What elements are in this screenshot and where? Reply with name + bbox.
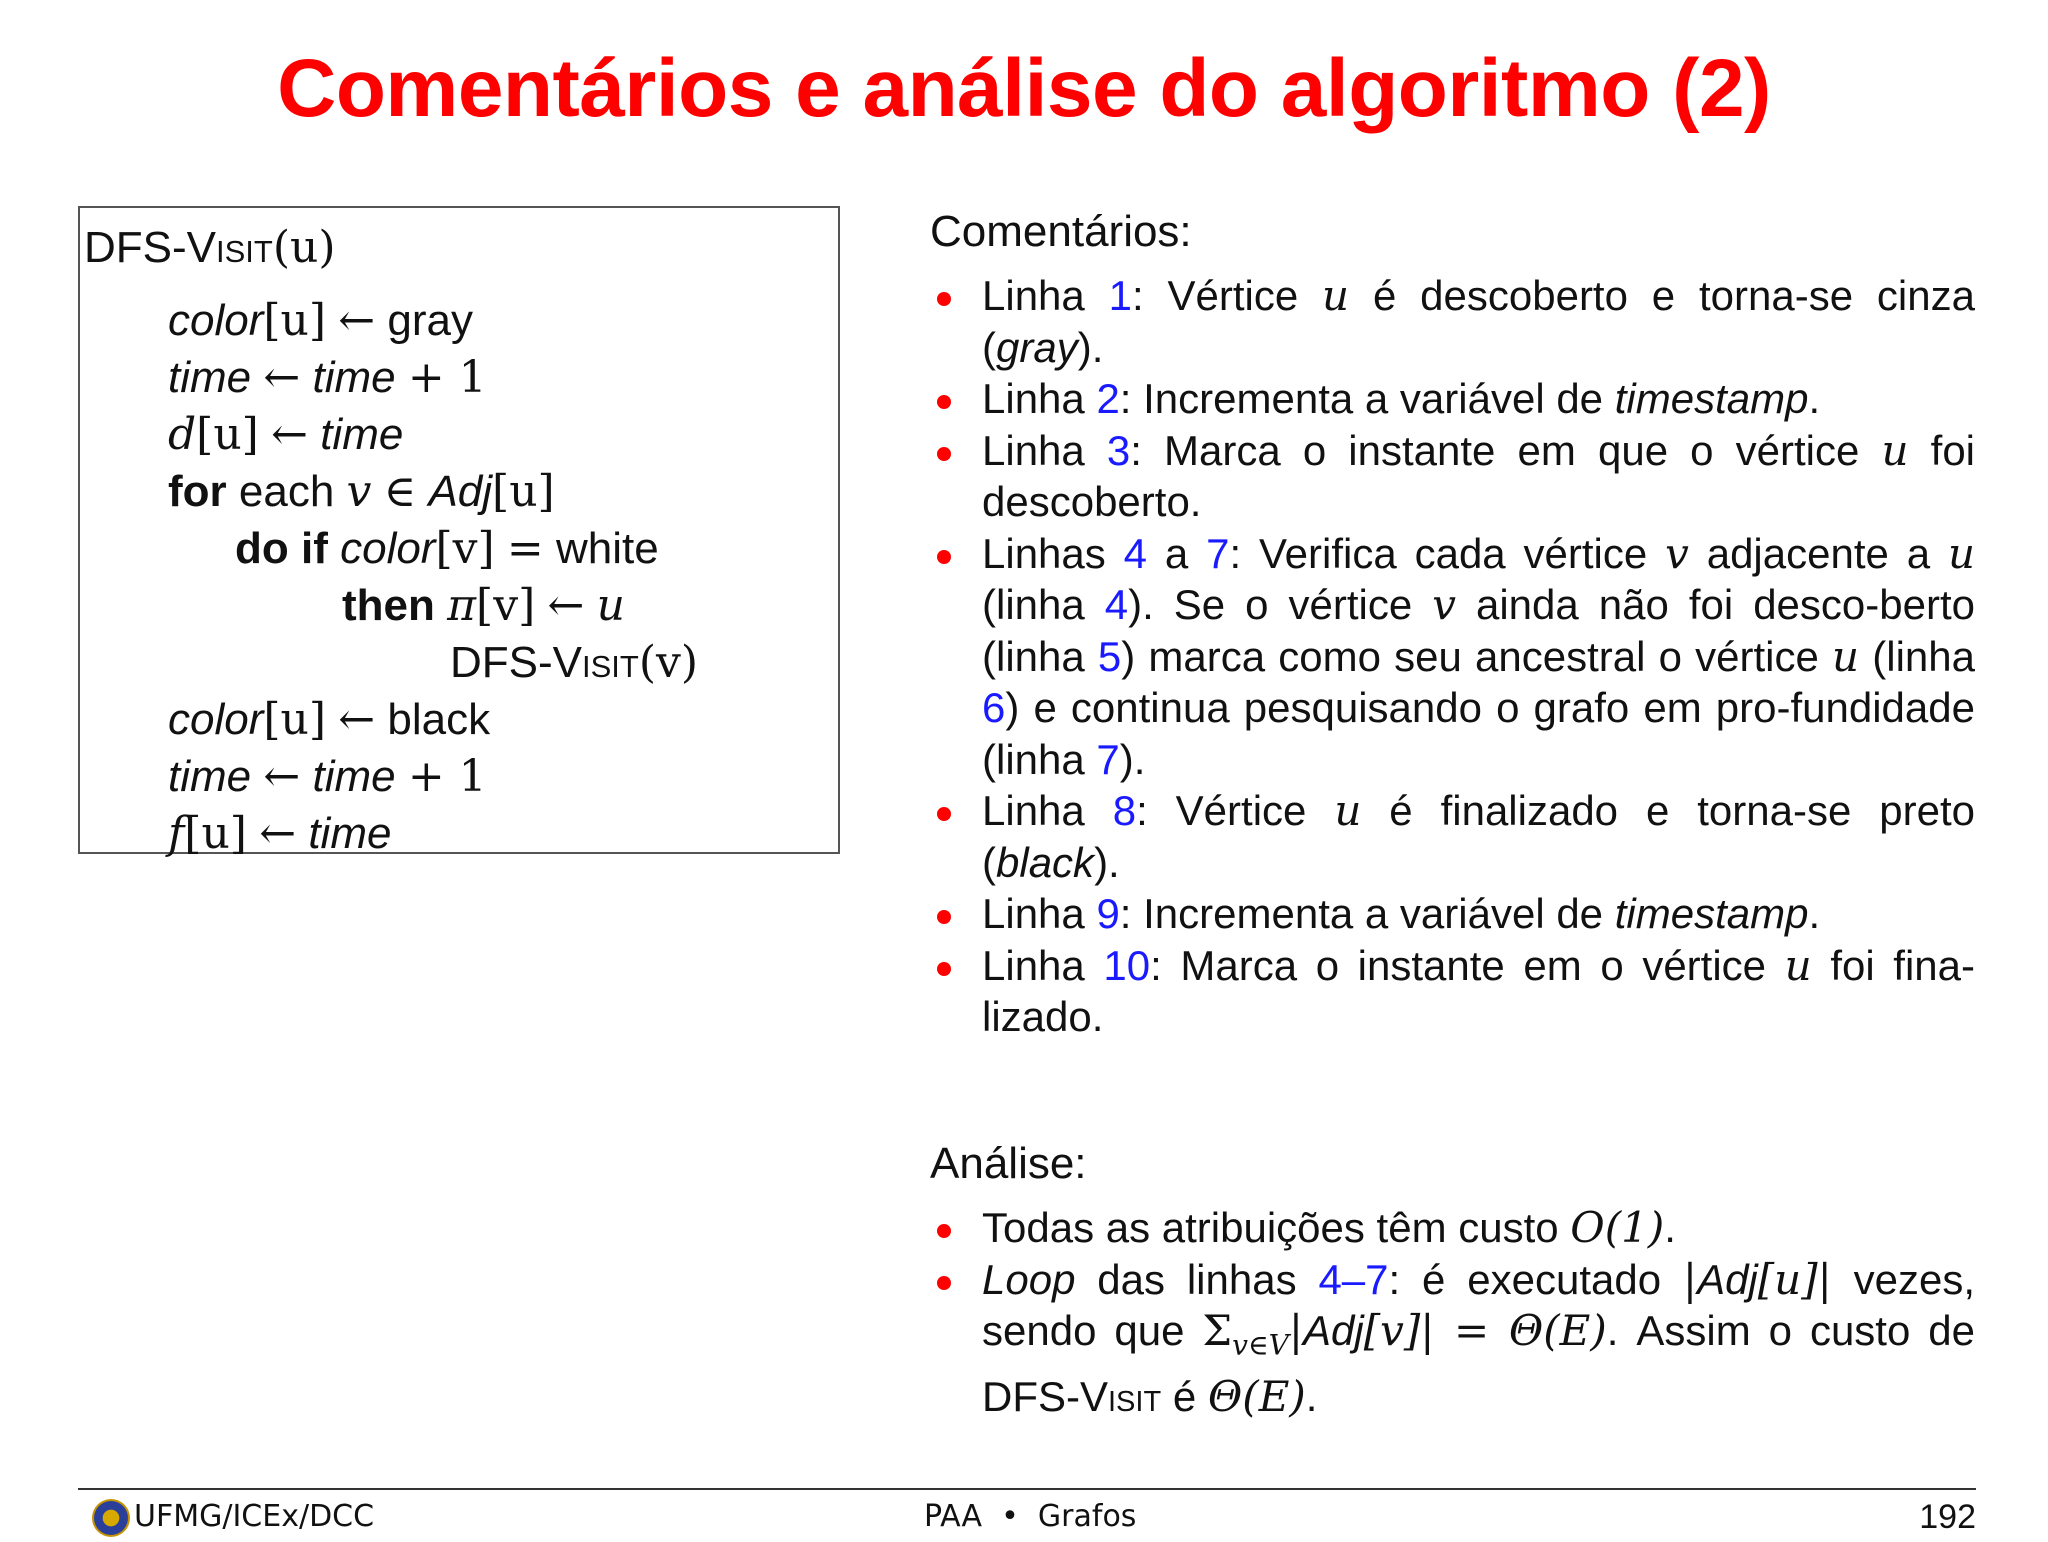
university-seal-icon: [92, 1499, 130, 1537]
line-code: for each v ∈ Adj[u]: [168, 466, 555, 517]
line-code: time ← time + 1: [168, 352, 487, 403]
list-item: Linha 1: Vértice u é descoberto e torna-se cinza (gray).: [930, 270, 1975, 373]
line-code: do if color[v] = white: [235, 523, 659, 574]
list-item: Linha 10: Marca o instante em o vértice u foi fina-lizado.: [930, 940, 1975, 1043]
list-item: Linha 9: Incrementa a variável de timestamp.: [930, 888, 1975, 940]
footer-course: PAA • Grafos: [924, 1499, 1137, 1534]
analysis-list: [930, 1202, 1975, 1422]
footer-institution: UFMG/ICEx/DCC: [92, 1492, 374, 1542]
line-code: color[u] ← gray: [168, 295, 473, 346]
line-code: f[u] ← time: [168, 808, 392, 859]
comments-heading: Comentários:: [930, 207, 1192, 256]
comments-section: [930, 206, 1975, 1043]
analysis-heading: Análise:: [930, 1139, 1087, 1188]
line-code: then π[v] ← u: [342, 580, 625, 631]
line-code: d[u] ← time: [168, 409, 404, 460]
algorithm-box: [78, 206, 840, 859]
list-item: Loop das linhas 4–7: é executado |Adj[u]| vezes, sendo que $\Sigma_{v\in V}|Adj[v]| = \Theta(E)$. Assim o custo de DFS-Visit é Θ(E).: [930, 1254, 1975, 1423]
algorithm-header: DFS-Visit(u): [84, 222, 336, 273]
line-code: color[u] ← black: [168, 694, 491, 745]
list-item: Linhas 4 a 7: Verifica cada vértice v adjacente a u (linha 4). Se o vértice v ainda não foi desco-berto (linha 5) marca como seu ancestral o vértice u (linha 6) e continua pesquisando o grafo em pro-fundidade (linha 7).: [930, 528, 1975, 786]
line-code: time ← time + 1: [168, 751, 487, 802]
list-item: Todas as atribuições têm custo O(1).: [930, 1202, 1975, 1254]
slide-title: Comentários e análise do algoritmo (2): [277, 43, 1771, 134]
list-item: Linha 3: Marca o instante em que o vértice u foi descoberto.: [930, 425, 1975, 528]
list-item: Linha 8: Vértice u é finalizado e torna-se preto (black).: [930, 785, 1975, 888]
page-number: 192: [1919, 1498, 1976, 1536]
footer-divider: [78, 1488, 1976, 1490]
analysis-section: [930, 1138, 1975, 1422]
comments-list: [930, 270, 1975, 1043]
line-code: DFS-Visit(v): [450, 637, 699, 688]
list-item: Linha 2: Incrementa a variável de timestamp.: [930, 373, 1975, 425]
